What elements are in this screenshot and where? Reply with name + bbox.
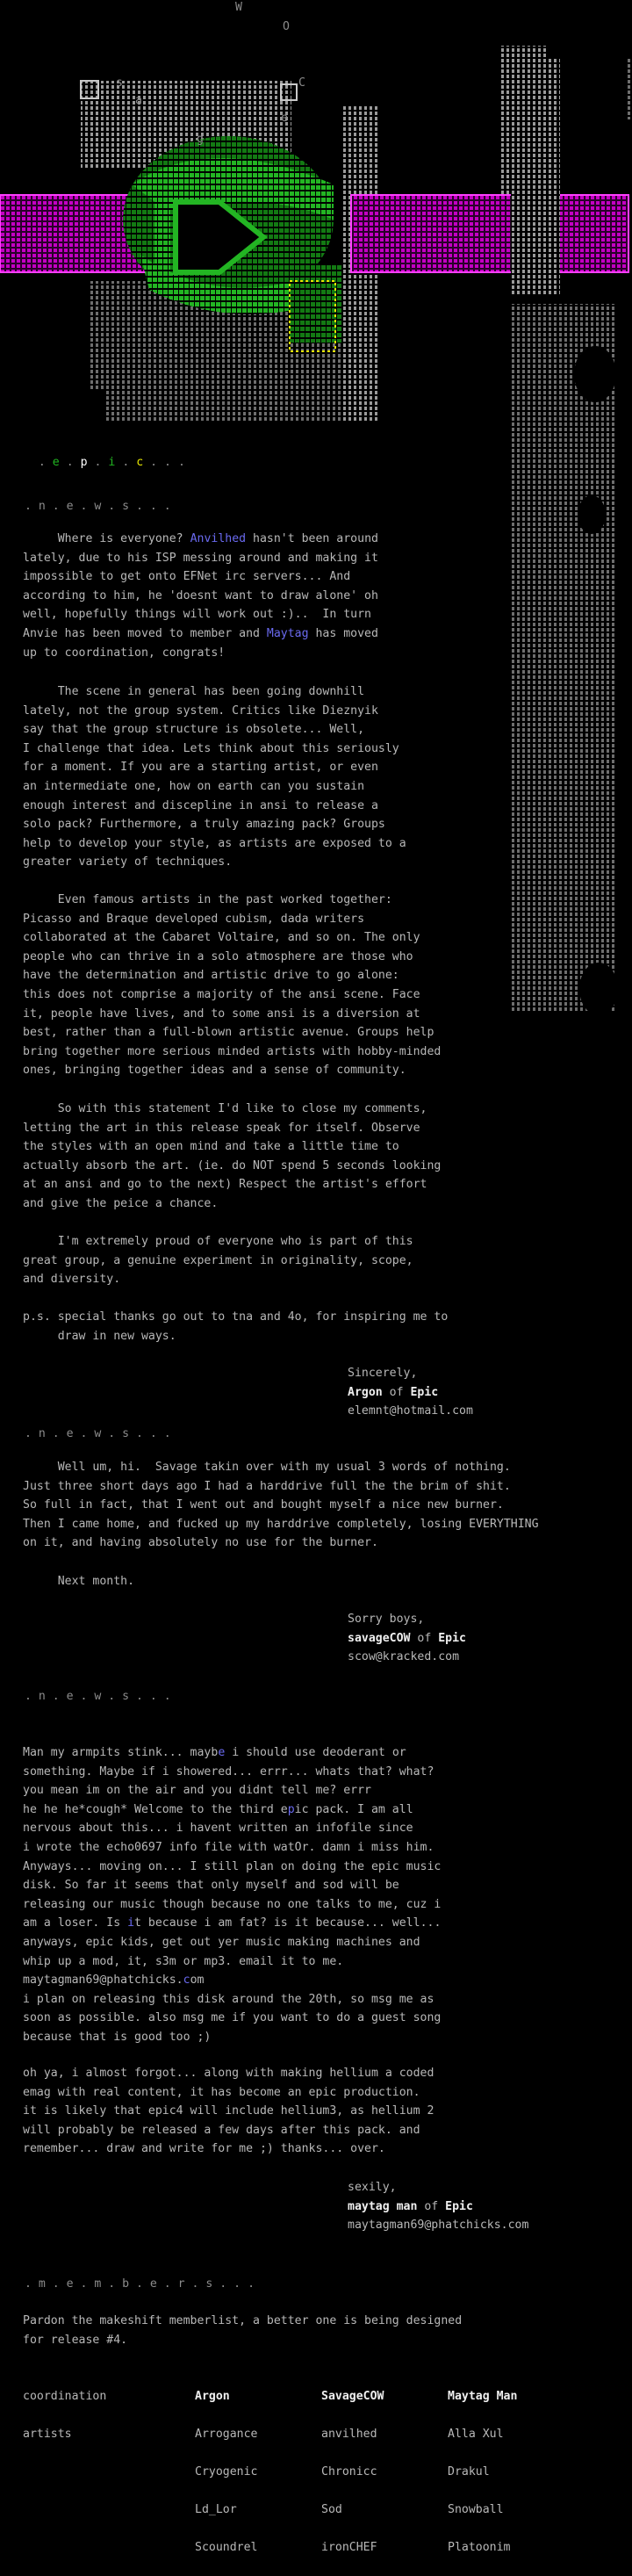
news-1-paragraph-5: I'm extremely proud of everyone who is part of this great group, a genuine experiment in originality, scope, and diversity.	[23, 1235, 413, 1287]
epic-section-title	[25, 434, 185, 472]
author-email: scow@kracked.com	[348, 1650, 460, 1664]
right-column-graphic	[511, 58, 632, 1012]
member-role: artists	[23, 2428, 72, 2441]
member-name: Argon	[195, 2390, 230, 2403]
member-row	[23, 2387, 571, 2425]
news-1-paragraph-3: Even famous artists in the past worked together: Picasso and Braque developed cubism, dada writers collaborated at the Cabaret Voltaire, and so on. The only people who can thrive in a solo atmosphere are those who have the determination and artistic drive to go alone: this does not comprise a majority of the ansi scene. Face it, people have lives, and to some ansi is a diversion at best, rather than a full-blown artistic avenue. Groups help bring together more serious minded artists with hobby-minded ones, bringing together ideas and a sense of community.	[23, 893, 442, 1078]
news-1-signature	[348, 1364, 473, 1421]
news-3-accent: p	[287, 1802, 295, 1816]
logo-letter: g	[197, 133, 204, 146]
logo-letter: e	[281, 112, 288, 125]
news-1-paragraph-1	[23, 530, 378, 662]
news-1-text: has moved up to coordination, congrats!	[23, 626, 378, 660]
logo-letter: C	[298, 76, 305, 90]
news-1-paragraph-2: The scene in general has been going downhill lately, not the group system. Critics like Dieznyik say that the group structure is obsolete... Well, I challenge that idea. Lets think about this seriously for a moment. If you are a starting artist, or even an intermediate one, how on earth can you sustain enough interest and discepline in ansi to release a solo pack? Furthermore, a truly amazing pack? Groups help to develop your style, as artists are exposed to a greater variety of techniques.	[23, 685, 406, 869]
news-3-accent: c	[183, 1973, 190, 1988]
author-email: maytagman69@phatchicks.com	[348, 2219, 529, 2233]
member-row	[23, 2500, 571, 2538]
member-name: Chronicc	[321, 2465, 377, 2479]
group-name: Epic	[445, 2199, 473, 2213]
author-of: of	[382, 1385, 411, 1399]
news-3-accent: i	[127, 1916, 135, 1930]
news-3-text: ic pack. I am all nervous about this... i havent written an infofile since i wrote the echo0697 info file with watOr. damn i miss him. Anyways... moving on... I still plan on doing the epic music disk. So far it seems that only myself and sod will be releasing our music though because no one talks to me, cuz i am a loser. Is	[23, 1802, 442, 1930]
member-name: anvilhed	[321, 2428, 377, 2441]
news-1-text: Where is everyone?	[23, 532, 190, 545]
member-name: Cryogenic	[195, 2465, 258, 2479]
news-2-signature	[348, 1610, 466, 1667]
news-3-text: i should use deoderant or something. Maybe if i showered... errr... whats that? what? you mean im on the air and you didnt tell me? errr he he he*cough* Welcome to the third e	[23, 1746, 434, 1816]
member-name: Sod	[321, 2503, 342, 2516]
members-heading: . m . e . m . b . e . r . s . . .	[25, 2277, 255, 2291]
author-of: of	[410, 1631, 439, 1645]
news-3-accent: e	[218, 1746, 226, 1759]
member-name: Scoundrel	[195, 2541, 258, 2554]
member-name: SavageCOW	[321, 2390, 384, 2403]
news-3-paragraph-2: oh ya, i almost forgot... along with making hellium a coded emag with real content, it has become an epic production. it is likely that epic4 will include hellium3, as hellium 2 will probably be released a few days after this pack. and remember... draw and write for me ;) thanks... over.	[23, 2067, 434, 2156]
member-name: Arrogance	[195, 2428, 258, 2441]
anvilhed-name: Anvilhed	[190, 532, 247, 545]
news-1-text: hasn't been around lately, due to his ISP messing around and making it impossible to get onto EFNet irc servers... And according to him, he 'doesnt want to draw alone' oh well, hopefully things will work out :).. In turn Anvie has been moved to member and	[23, 532, 378, 640]
news-3-text: om i plan on releasing this disk around the 20th, so msg me as soon as possible. also msg me if you want to do a guest song because that is good too ;)	[23, 1973, 442, 2044]
news-heading-2: . n . e . w . s . . .	[25, 1427, 171, 1440]
member-name: Platoonim	[448, 2541, 511, 2554]
news-2-paragraph-2: Next month.	[23, 1575, 135, 1588]
news-3-text: t because i am fat? is it because... well... anyways, epic kids, get out yer music making machines and whip up a mod, it, s3m or mp3. email it to me. maytagman69@phatchicks.	[23, 1916, 442, 1988]
group-name: Epic	[438, 1631, 466, 1645]
section-title-text: . e . p . i . c . . .	[38, 455, 185, 469]
members-intro: Pardon the makeshift memberlist, a better one is being designed for release #4.	[23, 2314, 463, 2347]
member-name: Snowball	[448, 2503, 504, 2516]
author-name: savageCOW	[348, 1631, 411, 1645]
member-row	[23, 2463, 571, 2500]
right-ansi-column	[499, 46, 632, 1012]
sign-off: sexily,	[348, 2181, 397, 2194]
member-role: coordination	[23, 2390, 107, 2403]
news-3-paragraph-1	[23, 1743, 441, 2047]
maytag-name: Maytag	[266, 626, 309, 640]
logo-letter: W	[235, 1, 242, 14]
author-of: of	[417, 2199, 446, 2213]
member-role	[23, 2538, 195, 2576]
news-3-text: Man my armpits stink... mayb	[23, 1746, 219, 1759]
logo-letter: O	[283, 20, 290, 33]
group-name: Epic	[410, 1385, 439, 1399]
member-list	[23, 2387, 571, 2576]
news-2-paragraph-1: Well um, hi. Savage takin over with my usual 3 words of nothing. Just three short days ago I had a harddrive full the the brim of shit. So full in fact, that I went out and bought myself a nice new burner. Then I came home, and fucked up my harddrive completely, losing EVERYTHING on it, and having absolutely no use for the burner.	[23, 1461, 539, 1550]
author-name: Argon	[348, 1385, 383, 1399]
sign-off: Sincerely,	[348, 1367, 418, 1380]
member-role	[23, 2500, 195, 2538]
member-row	[23, 2425, 571, 2463]
news-heading-3: . n . e . w . s . . .	[25, 1690, 171, 1703]
logo-letter: s	[116, 76, 123, 90]
news-1-paragraph-4: So with this statement I'd like to close my comments, letting the art in this release speak for itself. Observe the styles with an open mind and take a little time to actually absorb the art. (ie. do NOT spend 5 seconds looking at an ansi and go to the next) Respect the artist's effort and give the peice a chance.	[23, 1102, 442, 1210]
member-name: ironCHEF	[321, 2541, 377, 2554]
member-role	[23, 2463, 195, 2500]
member-name: Ld_Lor	[195, 2503, 237, 2516]
member-name: Maytag Man	[448, 2390, 518, 2403]
news-3-signature	[348, 2178, 528, 2235]
author-email: elemnt@hotmail.com	[348, 1404, 473, 1418]
member-name: Drakul	[448, 2465, 490, 2479]
news-heading-1: . n . e . w . s . . .	[25, 500, 171, 513]
author-name: maytag man	[348, 2199, 418, 2213]
member-name: Alla Xul	[448, 2428, 504, 2441]
sign-off: Sorry boys,	[348, 1613, 425, 1626]
logo-letter: a	[135, 94, 142, 107]
member-row	[23, 2538, 571, 2576]
news-1-ps: p.s. special thanks go out to tna and 4o, for inspiring me to draw in new ways.	[23, 1310, 449, 1343]
